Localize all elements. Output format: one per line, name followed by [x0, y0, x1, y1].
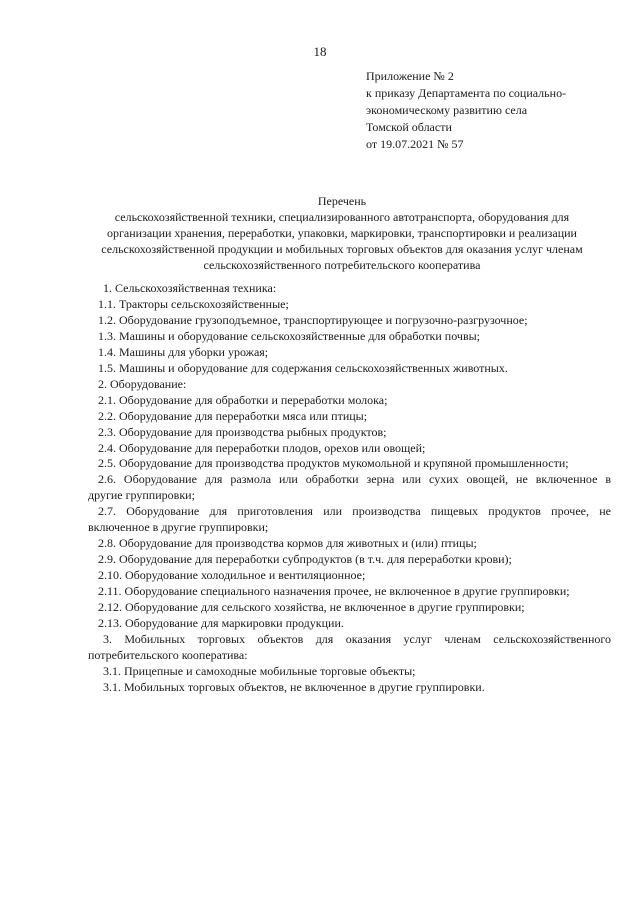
list-item: 2.10. Оборудование холодильное и вентиляционное;: [98, 568, 366, 583]
page-number: 18: [313, 44, 327, 59]
title-heading: Перечень: [317, 194, 367, 208]
list-item: 2. Оборудование:: [98, 376, 187, 391]
list-item: 1.1. Тракторы сельскохозяйственные;: [98, 296, 289, 311]
appendix-line: к приказу Департамента по социально-: [366, 86, 567, 100]
list-item: 1.5. Машины и оборудование для содержания сельскохозяйственных животных.: [98, 360, 508, 375]
title-line: сельскохозяйственной техники, специализированного автотранспорта, оборудования для: [114, 210, 570, 224]
list-item: 2.2. Оборудование для переработки мяса или птицы;: [98, 408, 368, 423]
title-line: организации хранения, переработки, упаковки, маркировки, транспортировки и реализации: [107, 226, 577, 240]
list-item: 2.12. Оборудование для сельского хозяйства, не включенное в другие группировки;: [98, 600, 525, 614]
list-item: 2.8. Оборудование для производства кормов для животных и (или) птицы;: [98, 536, 477, 551]
list-item-continuation: другие группировки;: [88, 488, 195, 503]
list-item: 2.13. Оборудование для маркировки продукции.: [98, 615, 344, 630]
appendix-line: экономическому развитию села: [366, 103, 528, 117]
appendix-line: Томской области: [366, 120, 452, 134]
title-line: сельскохозяйственной продукции и мобильных торговых объектов для оказания услуг членам: [101, 242, 583, 256]
appendix-line: от 19.07.2021 № 57: [366, 137, 464, 151]
list-item: 2.4. Оборудование для переработки плодов, орехов или овощей;: [98, 440, 426, 455]
appendix-line: Приложение № 2: [366, 69, 454, 83]
list-item: 1. Сельскохозяйственная техника:: [103, 281, 277, 295]
list-item: 2.9. Оборудование для переработки субпродуктов (в т.ч. для переработки крови);: [98, 552, 512, 567]
list-item: 2.11. Оборудование специального назначения прочее, не включенное в другие группировки;: [98, 584, 570, 599]
appendix-header: [366, 68, 566, 153]
list-item: 2.3. Оборудование для производства рыбных продуктов;: [98, 424, 387, 439]
list-item: 1.4. Машины для уборки урожая;: [98, 344, 269, 359]
list-item-continuation: включенное в другие группировки;: [88, 520, 269, 535]
list-item: 1.2. Оборудование грузоподъемное, транспортирующее и погрузочно-разгрузочное;: [98, 312, 528, 327]
list-item: 2.7. Оборудование для приготовления или производства пищевых продуктов прочее, не: [98, 504, 611, 519]
list-item: 3.1. Мобильных торговых объектов, не включенное в другие группировки.: [103, 679, 485, 694]
list-item: 2.1. Оборудование для обработки и переработки молока;: [98, 392, 388, 407]
list-item-continuation: потребительского кооператива:: [88, 647, 248, 662]
list-item: 3. Мобильных торговых объектов для оказания услуг членам сельскохозяйственного: [103, 631, 611, 646]
list-item: 1.3. Машины и оборудование сельскохозяйственные для обработки почвы;: [98, 328, 481, 343]
list-item: 3.1. Прицепные и самоходные мобильные торговые объекты;: [103, 663, 416, 678]
document-title: [70, 193, 614, 273]
list-item: 2.5. Оборудование для производства продуктов мукомольной и крупяной промышленности;: [98, 456, 569, 471]
title-line: сельскохозяйственного потребительского кооператива: [203, 258, 481, 272]
list-item: 2.6. Оборудование для размола или обработки зерна или сухих овощей, не включенное в: [98, 472, 611, 487]
